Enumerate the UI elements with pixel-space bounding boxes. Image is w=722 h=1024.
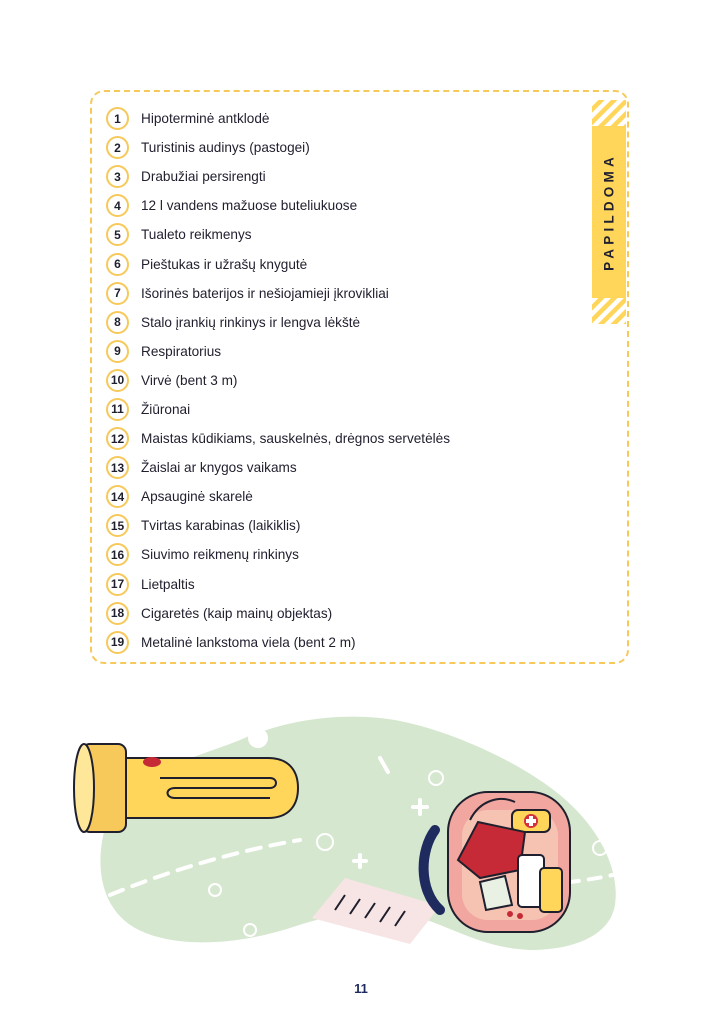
item-number-badge: 12	[106, 427, 129, 450]
item-label: Virvė (bent 3 m)	[141, 372, 238, 388]
item-label: Tualeto reikmenys	[141, 227, 252, 243]
list-item	[106, 366, 450, 395]
page-number: 11	[354, 981, 368, 996]
item-label: 12 l vandens mažuose buteliukuose	[141, 198, 358, 214]
item-number-badge: 2	[106, 136, 129, 159]
item-label: Metalinė lankstoma viela (bent 2 m)	[141, 634, 356, 650]
side-tab-label: PAPILDOMA	[601, 153, 617, 271]
stripe-decoration	[592, 298, 626, 324]
item-number-badge: 14	[106, 485, 129, 508]
item-number-badge: 6	[106, 253, 129, 276]
list-item	[106, 249, 450, 278]
list-item	[106, 191, 450, 220]
item-label: Tvirtas karabinas (laikiklis)	[141, 518, 301, 534]
item-number-badge: 13	[106, 456, 129, 479]
list-item	[106, 570, 450, 599]
item-label: Cigaretės (kaip mainų objektas)	[141, 605, 333, 621]
item-number-badge: 19	[106, 631, 129, 654]
item-number-badge: 4	[106, 194, 129, 217]
item-label: Lietpaltis	[141, 576, 195, 592]
item-number-badge: 17	[106, 573, 129, 596]
item-number-badge: 18	[106, 602, 129, 625]
list-item	[106, 395, 450, 424]
list-item	[106, 628, 450, 657]
item-label: Maistas kūdikiams, sauskelnės, drėgnos servetėlės	[141, 431, 451, 447]
item-label: Išorinės baterijos ir nešiojamieji įkrovikliai	[141, 285, 389, 301]
list-item	[106, 424, 450, 453]
list-item	[106, 308, 450, 337]
item-label: Stalo įrankių rinkinys ir lengva lėkštė	[141, 314, 361, 330]
item-number-badge: 15	[106, 514, 129, 537]
checklist	[106, 104, 450, 657]
list-item	[106, 453, 450, 482]
side-tab	[592, 100, 626, 324]
item-number-badge: 11	[106, 398, 129, 421]
list-item	[106, 162, 450, 191]
item-number-badge: 1	[106, 107, 129, 130]
item-number-badge: 9	[106, 340, 129, 363]
list-item	[106, 482, 450, 511]
list-item	[106, 540, 450, 569]
item-label: Hipoterminė antklodė	[141, 111, 270, 127]
item-label: Respiratorius	[141, 343, 222, 359]
list-item	[106, 599, 450, 628]
flashlight-icon	[74, 744, 298, 832]
item-number-badge: 10	[106, 369, 129, 392]
list-item	[106, 511, 450, 540]
item-number-badge: 7	[106, 282, 129, 305]
item-label: Turistinis audinys (pastogei)	[141, 140, 310, 156]
item-label: Žaislai ar knygos vaikams	[141, 460, 297, 476]
stripe-decoration	[592, 100, 626, 126]
list-item	[106, 220, 450, 249]
illustration	[0, 700, 722, 970]
item-label: Pieštukas ir užrašų knygutė	[141, 256, 308, 272]
list-item	[106, 104, 450, 133]
list-item	[106, 337, 450, 366]
item-label: Drabužiai persirengti	[141, 169, 266, 185]
item-number-badge: 5	[106, 223, 129, 246]
item-label: Siuvimo reikmenų rinkinys	[141, 547, 299, 563]
item-label: Apsauginė skarelė	[141, 489, 253, 505]
item-number-badge: 8	[106, 311, 129, 334]
list-item	[106, 133, 450, 162]
item-label: Žiūronai	[141, 401, 191, 417]
item-number-badge: 16	[106, 543, 129, 566]
checklist-box	[90, 90, 629, 664]
item-number-badge: 3	[106, 165, 129, 188]
list-item	[106, 279, 450, 308]
